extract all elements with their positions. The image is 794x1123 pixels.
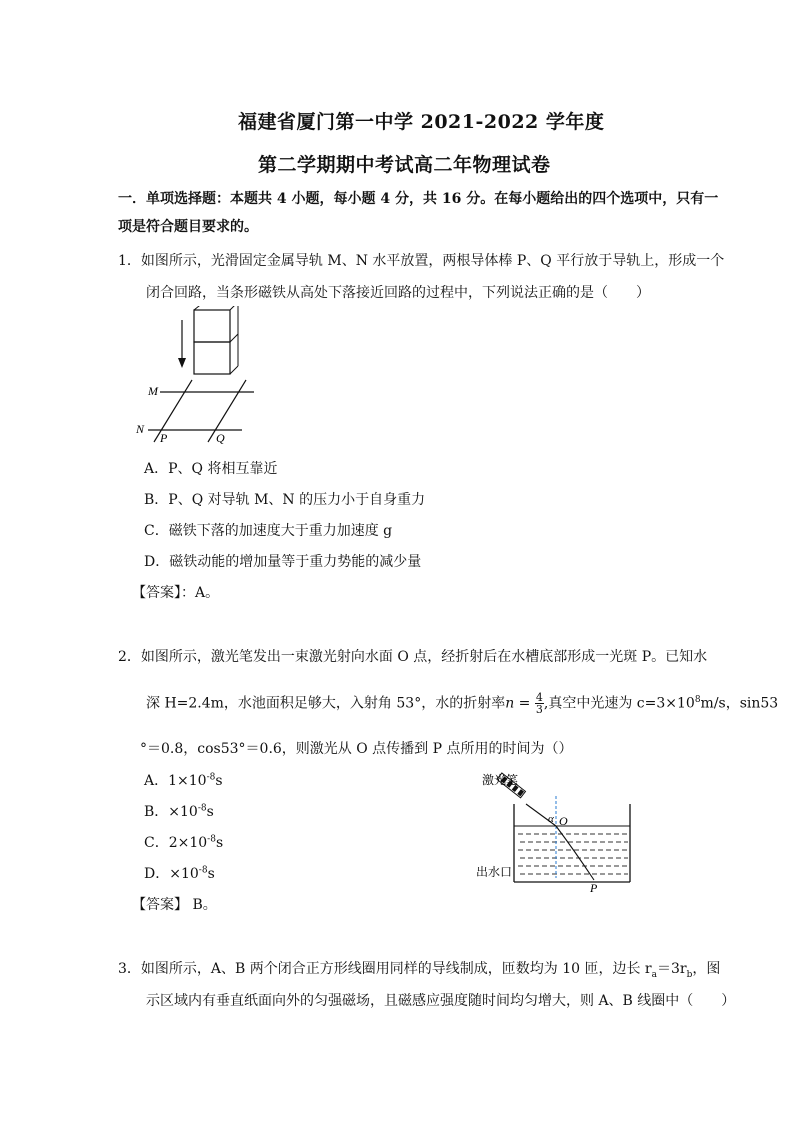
- q1-option-a: A．P、Q 将相互靠近: [144, 461, 278, 477]
- q2-option-a: A．$1\times 10^{-8}s$: [144, 772, 223, 789]
- q1-option-d: D．磁铁动能的增加量等于重力势能的减少量: [144, 554, 422, 570]
- section-heading-line-2: 项是符合题目要求的。: [118, 219, 258, 235]
- q2-label-o: O: [559, 814, 568, 828]
- q1-label-q: Q: [216, 431, 225, 445]
- q1-label-m: M: [148, 384, 158, 398]
- q1-label-n: N: [136, 422, 145, 436]
- section-heading-line-1: 一．单项选择题：本题共 4 小题，每小题 4 分，共 16 分。在每小题给出的四个选项中，只有一: [118, 191, 719, 207]
- q2-stem-line-2: 深 H=2.4m，水池面积足够大，入射角 53°，水的折射率n = $\frac{4}{3}$ ,真空中光速为 $c=3\times 10^8m/s$，sin53: [146, 691, 779, 716]
- refractive-index-symbol: n: [505, 695, 515, 712]
- q2-option-c: C．$2\times 10^{-8}s$: [144, 834, 224, 851]
- q1-option-c: C．磁铁下落的加速度大于重力加速度 g: [144, 523, 393, 539]
- q2-option-d: D．$\times 10^{-8}s$: [144, 865, 215, 882]
- title-line-2: 第二学期期中考试高二年物理试卷: [258, 154, 551, 176]
- q1-stem-line-1: 1．如图所示，光滑固定金属导轨 M、N 水平放置，两根导体棒 P、Q 平行放于导轨上，形成一个: [118, 253, 725, 269]
- q1-answer: 【答案】：A。: [132, 585, 220, 601]
- q1-option-b: B．P、Q 对导轨 M、N 的压力小于自身重力: [144, 492, 426, 508]
- q2-label-laser: 激光笔: [482, 773, 519, 787]
- q2-label-p: P: [590, 881, 598, 894]
- q3-stem-line-2: 示区域内有垂直纸面向外的匀强磁场，且磁感应强度随时间均匀增大，则 A、B 线圈中（ ）: [146, 993, 736, 1009]
- refractive-index-fraction: $\frac{4}{3}$: [535, 691, 543, 716]
- q2-label-outlet: 出水口: [476, 865, 513, 879]
- q2-option-b: B．$\times 10^{-8}s$: [144, 803, 214, 820]
- q2-laser-tank-figure: [470, 770, 650, 894]
- q3-stem-line-1: 3．如图所示，A、B 两个闭合正方形线圈用同样的导线制成，匝数均为 10 匝，边长 $r_a=3r_b$，图: [118, 961, 721, 980]
- title-line-1: 福建省厦门第一中学 2021-2022 学年度: [238, 111, 605, 133]
- q2-label-alpha: α: [548, 813, 554, 825]
- q2-answer: 【答案】 B。: [132, 897, 217, 913]
- q1-rail-magnet-figure: [130, 306, 270, 448]
- q1-stem-line-2: 闭合回路，当条形磁铁从高处下落接近回路的过程中，下列说法正确的是（ ）: [146, 285, 650, 301]
- q2-stem-line-1: 2．如图所示，激光笔发出一束激光射向水面 O 点，经折射后在水槽底部形成一光斑 P。已知水: [118, 649, 708, 665]
- q1-label-p: P: [160, 431, 168, 445]
- q2-stem-line-3: °＝0.8，cos53°＝0.6，则激光从 O 点传播到 P 点所用的时间为（）: [140, 741, 573, 757]
